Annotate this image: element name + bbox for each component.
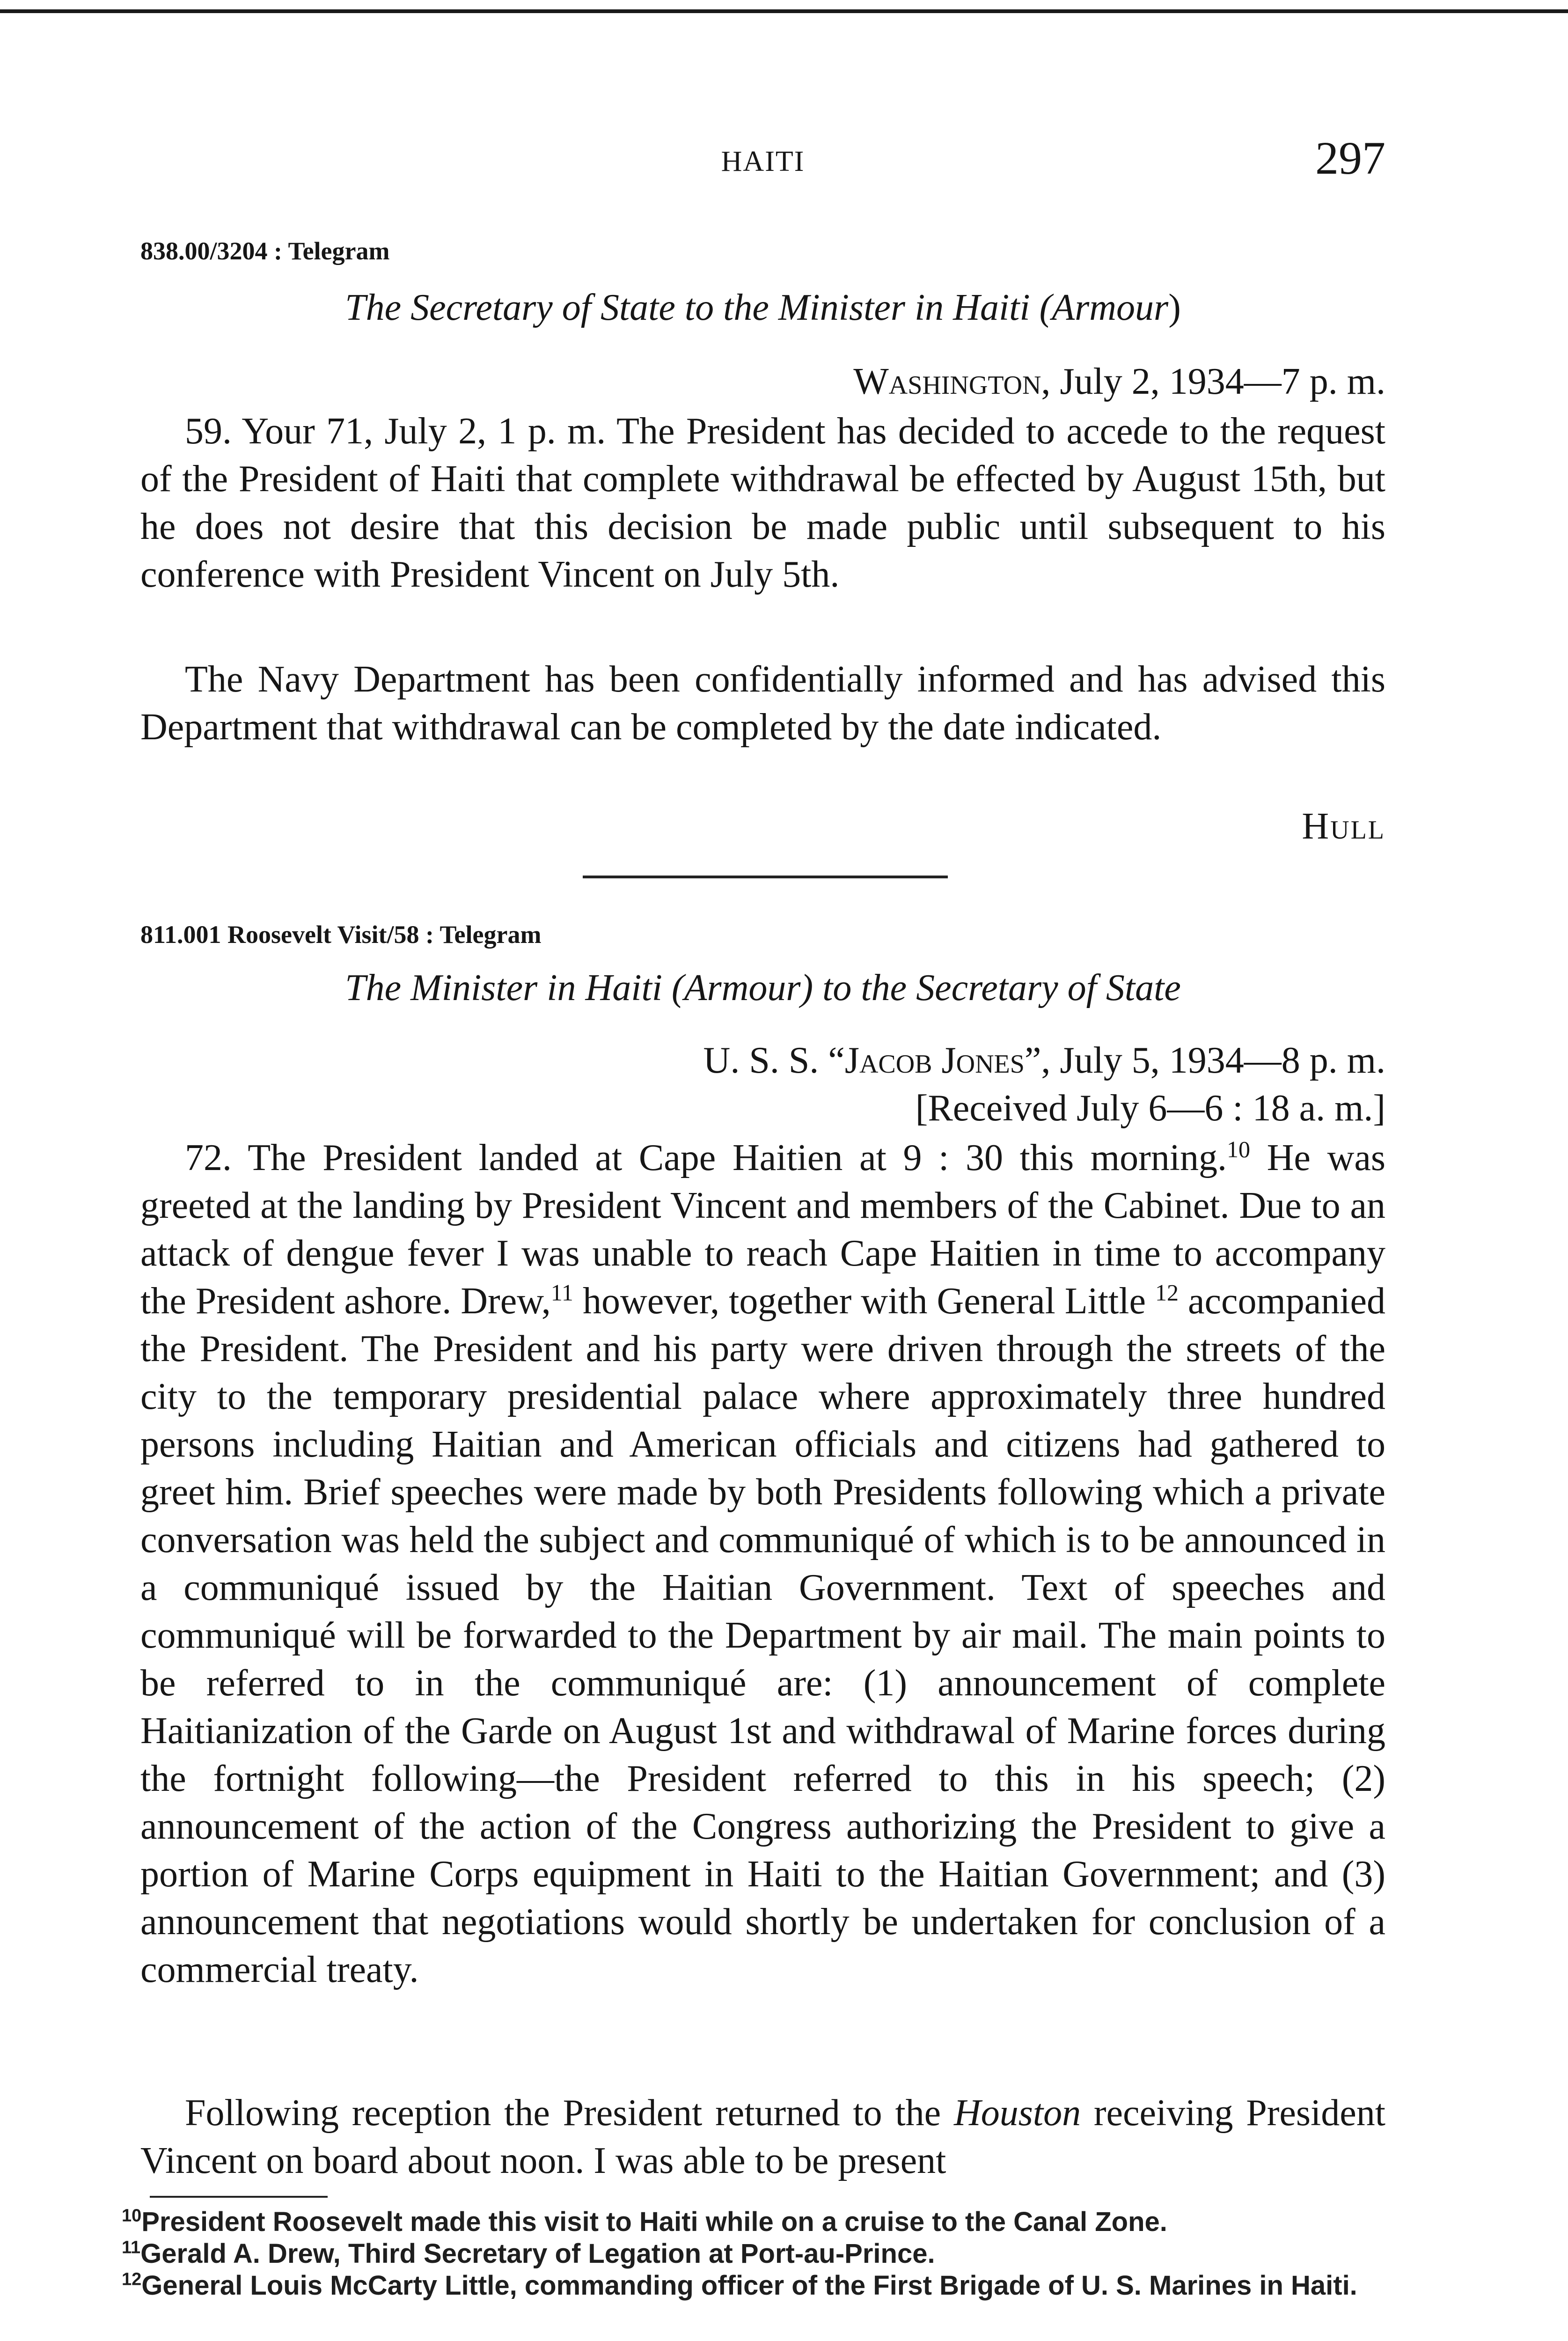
doc2-title bbox=[140, 967, 1385, 1009]
doc1-dateline-rest: , July 2, 1934—7 p. m. bbox=[1041, 361, 1385, 402]
doc2-dateline-rest: ”, July 5, 1934—8 p. m. bbox=[1024, 1040, 1385, 1081]
doc1-title-a: The Secretary of State to the Minister in Haiti ( bbox=[345, 287, 1052, 328]
doc2-p1-text-a: 72. The President landed at Cape Haitien at 9 : 30 this morning. bbox=[185, 1137, 1227, 1178]
doc1-title-c: ) bbox=[1168, 287, 1181, 328]
footnote-12-text: General Louis McCarty Little, commanding officer of the First Brigade of U. S. Marines in Haiti. bbox=[141, 2270, 1357, 2301]
running-title: HAITI bbox=[721, 146, 805, 177]
doc1-signature: Hull bbox=[1302, 806, 1385, 847]
doc1-paragraph-1-text: 59. Your 71, July 2, 1 p. m. The President has decided to accede to the request of the President of Haiti that complete withdrawal be effected by August 15th, but he does not desire that this decision be made public until subsequent to his conference with President Vincent on July 5th. bbox=[140, 411, 1385, 595]
doc2-paragraph-1 bbox=[140, 1134, 1385, 1994]
doc2-title-b: Armour bbox=[684, 967, 801, 1009]
footnote-ref-12: 12 bbox=[1155, 1279, 1179, 1306]
doc1-title bbox=[140, 287, 1385, 329]
footnote-10 bbox=[122, 2206, 1385, 2238]
doc2-file-id: 811.001 Roosevelt Visit/58 : Telegram bbox=[140, 920, 542, 949]
footnote-11 bbox=[122, 2238, 1385, 2270]
doc2-dateline bbox=[703, 1039, 1385, 1082]
footnote-11-text: Gerald A. Drew, Third Secretary of Legation at Port-au-Prince. bbox=[140, 2238, 935, 2269]
doc1-paragraph-2 bbox=[140, 655, 1385, 751]
doc1-dateline bbox=[853, 361, 1385, 403]
doc1-paragraph-2-text: The Navy Department has been confidentially informed and has advised this Department that withdrawal can be completed by the date indicated. bbox=[140, 659, 1385, 748]
page-number: 297 bbox=[1315, 132, 1385, 184]
footnote-ref-10: 10 bbox=[1227, 1136, 1250, 1163]
footnote-10-text: President Roosevelt made this visit to Haiti while on a cruise to the Canal Zone. bbox=[141, 2207, 1167, 2237]
doc2-p1-text-d: accompanied the President. The President and his party were driven through the streets of the city to the temporary presidential palace where approximately three hundred persons including Haitian and American officials and citizens had gathered to greet him. Brief speeches were made by both Presidents following which a private conversation was held the subject and communiqué of which is to be announced in a communiqué issued by the Haitian Government. Text of speeches and communiqué will be forwarded to the Department by air mail. The main points to be referred to in the communiqué are: (1) announcement of complete Haitianization of the Garde on August 1st and withdrawal of Marine forces during the fortnight following—the President referred to this in his speech; (2) announcement of the action of the Congress authorizing the President to give a portion of Marine Corps equipment in Haiti to the Haitian Government; and (3) announcement that negotiations would shortly be undertaken for conclusion of a commercial treaty. bbox=[140, 1281, 1385, 1990]
doc2-p2-text-b: receiving President Vincent on board about noon. I was able to be present bbox=[140, 2092, 1385, 2181]
footnotes bbox=[122, 2206, 1385, 2302]
doc2-p1-text-b: He was greeted at the landing by President Vincent and members of the Cabinet. Due to an attack of dengue fever I was unable to reach Cape Haitien in time to accompany the President ashore. Drew, bbox=[140, 1137, 1386, 1322]
doc2-p1-text-c: however, together with General Little bbox=[573, 1281, 1155, 1322]
doc1-paragraph-1 bbox=[140, 407, 1385, 598]
doc1-title-b: Armour bbox=[1052, 287, 1169, 328]
doc2-paragraph-2 bbox=[140, 2089, 1385, 2185]
footnote-12-mark: 12 bbox=[122, 2269, 142, 2289]
page-header bbox=[140, 132, 1385, 212]
section-divider bbox=[583, 876, 948, 878]
footnote-10-mark: 10 bbox=[122, 2206, 142, 2226]
footnote-12 bbox=[122, 2270, 1385, 2302]
doc2-title-c: ) to the Secretary of State bbox=[800, 967, 1181, 1009]
doc2-p2-text-a: Following reception the President returned to the bbox=[185, 2092, 954, 2134]
top-rule bbox=[0, 9, 1568, 13]
footnote-ref-11: 11 bbox=[550, 1279, 573, 1306]
footnote-rule bbox=[150, 2196, 328, 2198]
doc1-file-id: 838.00/3204 : Telegram bbox=[140, 237, 390, 265]
footnote-11-mark: 11 bbox=[122, 2238, 141, 2258]
doc1-dateline-place: Washington bbox=[853, 361, 1041, 402]
doc2-dateline-prefix: U. S. S. “ bbox=[703, 1040, 845, 1081]
doc2-title-a: The Minister in Haiti ( bbox=[345, 967, 684, 1009]
doc2-p2-ship-name: Houston bbox=[953, 2092, 1081, 2134]
doc2-received: [Received July 6—6 : 18 a. m.] bbox=[915, 1088, 1385, 1129]
doc2-dateline-ship: Jacob Jones bbox=[844, 1040, 1025, 1081]
